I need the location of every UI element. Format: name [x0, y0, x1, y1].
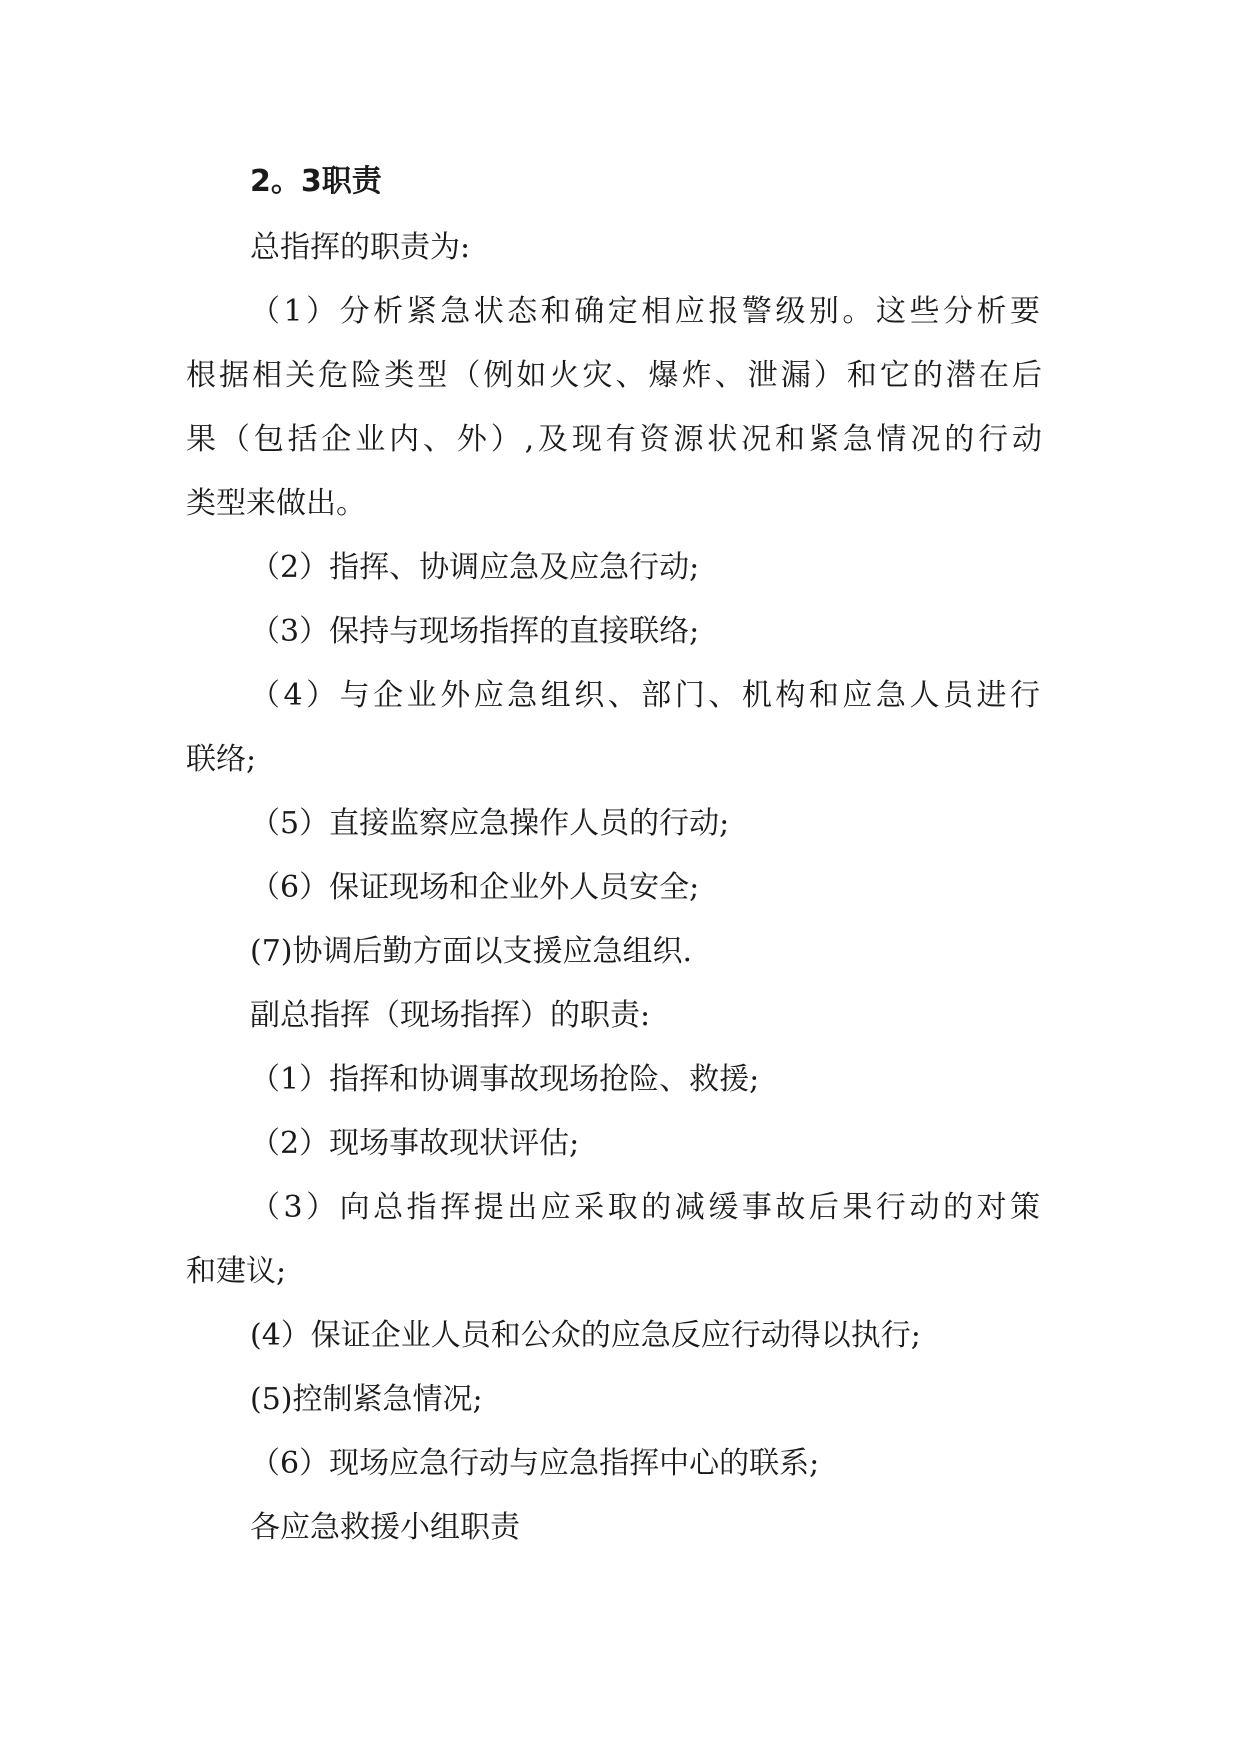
deputy-duties-title: 副总指挥（现场指挥）的职责:	[250, 998, 651, 1033]
commander-item-3: （3）保持与现场指挥的直接联络;	[250, 614, 700, 649]
teams-duties-title: 各应急救援小组职责	[250, 1510, 520, 1545]
deputy-item-4: (4）保证企业人员和公众的应急反应行动得以执行;	[250, 1318, 921, 1353]
deputy-item-3-line-1: （3）向总指挥提出应采取的减缓事故后果行动的对策	[250, 1190, 1040, 1225]
commander-item-1-line-3: 果（包括企业内、外）,及现有资源状况和紧急情况的行动	[186, 422, 1042, 457]
commander-item-5: （5）直接监察应急操作人员的行动;	[250, 806, 730, 841]
section-heading: 2。3职责	[250, 164, 382, 199]
commander-item-1-line-2: 根据相关危险类型（例如火灾、爆炸、泄漏）和它的潜在后	[186, 358, 1042, 393]
deputy-item-3-line-2: 和建议;	[186, 1254, 287, 1289]
commander-item-7: (7)协调后勤方面以支援应急组织.	[250, 934, 693, 969]
commander-item-1-line-1: （1）分析紧急状态和确定相应报警级别。这些分析要	[250, 294, 1040, 329]
commander-item-6: （6）保证现场和企业外人员安全;	[250, 870, 700, 905]
commander-item-2: （2）指挥、协调应急及应急行动;	[250, 550, 700, 585]
commander-item-4-line-1: （4）与企业外应急组织、部门、机构和应急人员进行	[250, 678, 1040, 713]
deputy-item-5: (5)控制紧急情况;	[250, 1382, 483, 1417]
deputy-item-6: （6）现场应急行动与应急指挥中心的联系;	[250, 1446, 820, 1481]
deputy-item-1: （1）指挥和协调事故现场抢险、救援;	[250, 1062, 760, 1097]
commander-duties-title: 总指挥的职责为:	[250, 230, 471, 265]
deputy-item-2: （2）现场事故现状评估;	[250, 1126, 580, 1161]
commander-item-1-line-4: 类型来做出。	[186, 486, 366, 521]
commander-item-4-line-2: 联络;	[186, 742, 257, 777]
